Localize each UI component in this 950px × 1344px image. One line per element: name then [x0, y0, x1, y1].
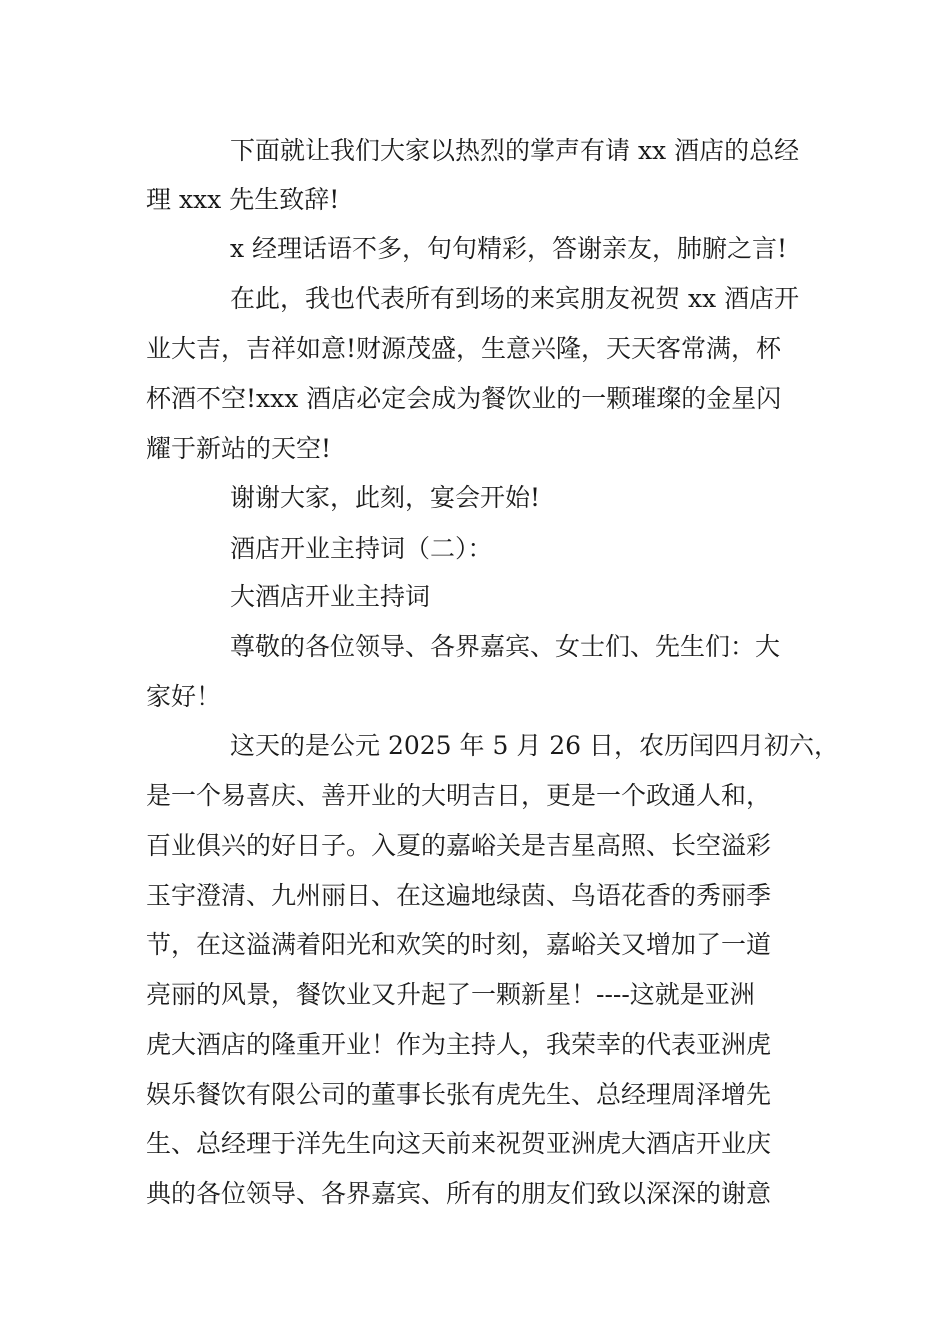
text-line: 亮丽的风景，餐饮业又升起了一颗新星！----这就是亚洲	[146, 980, 755, 1009]
text-line: 在此，我也代表所有到场的来宾朋友祝贺 xx 酒店开	[230, 284, 800, 313]
text-line: 娱乐餐饮有限公司的董事长张有虎先生、总经理周泽增先	[146, 1080, 772, 1109]
text-line: 这天的是公元 2025 年 5 月 26 日，农历闰四月初六，	[230, 731, 840, 760]
text-line: x 经理话语不多，句句精彩，答谢亲友，肺腑之言!	[230, 234, 788, 263]
text-line: 尊敬的各位领导、各界嘉宾、女士们、先生们：大	[230, 632, 781, 661]
text-line: 节，在这溢满着阳光和欢笑的时刻，嘉峪关又增加了一道	[146, 930, 772, 959]
text-line: 生、总经理于洋先生向这天前来祝贺亚洲虎大酒店开业庆	[146, 1129, 772, 1158]
text-line: 酒店开业主持词（二）：	[230, 534, 493, 563]
text-line: 业大吉，吉祥如意!财源茂盛，生意兴隆，天天客常满，杯	[146, 334, 782, 363]
text-line: 杯酒不空!xxx 酒店必定会成为餐饮业的一颗璀璨的金星闪	[146, 384, 782, 413]
text-line: 下面就让我们大家以热烈的掌声有请 xx 酒店的总经	[230, 136, 800, 165]
text-line: 是一个易喜庆、善开业的大明吉日，更是一个政通人和，	[146, 781, 772, 810]
text-line: 理 xxx 先生致辞!	[146, 185, 340, 214]
text-line: 家好！	[146, 682, 222, 711]
text-line: 耀于新站的天空!	[146, 434, 332, 463]
text-line: 玉宇澄清、九州丽日、在这遍地绿茵、鸟语花香的秀丽季	[146, 881, 772, 910]
text-line: 虎大酒店的隆重开业！作为主持人，我荣幸的代表亚洲虎	[146, 1030, 772, 1059]
text-line: 谢谢大家，此刻，宴会开始!	[230, 483, 541, 512]
text-line: 大酒店开业主持词	[230, 582, 431, 611]
text-line: 百业俱兴的好日子。入夏的嘉峪关是吉星高照、长空溢彩	[146, 831, 772, 860]
text-line: 典的各位领导、各界嘉宾、所有的朋友们致以深深的谢意	[146, 1179, 772, 1208]
